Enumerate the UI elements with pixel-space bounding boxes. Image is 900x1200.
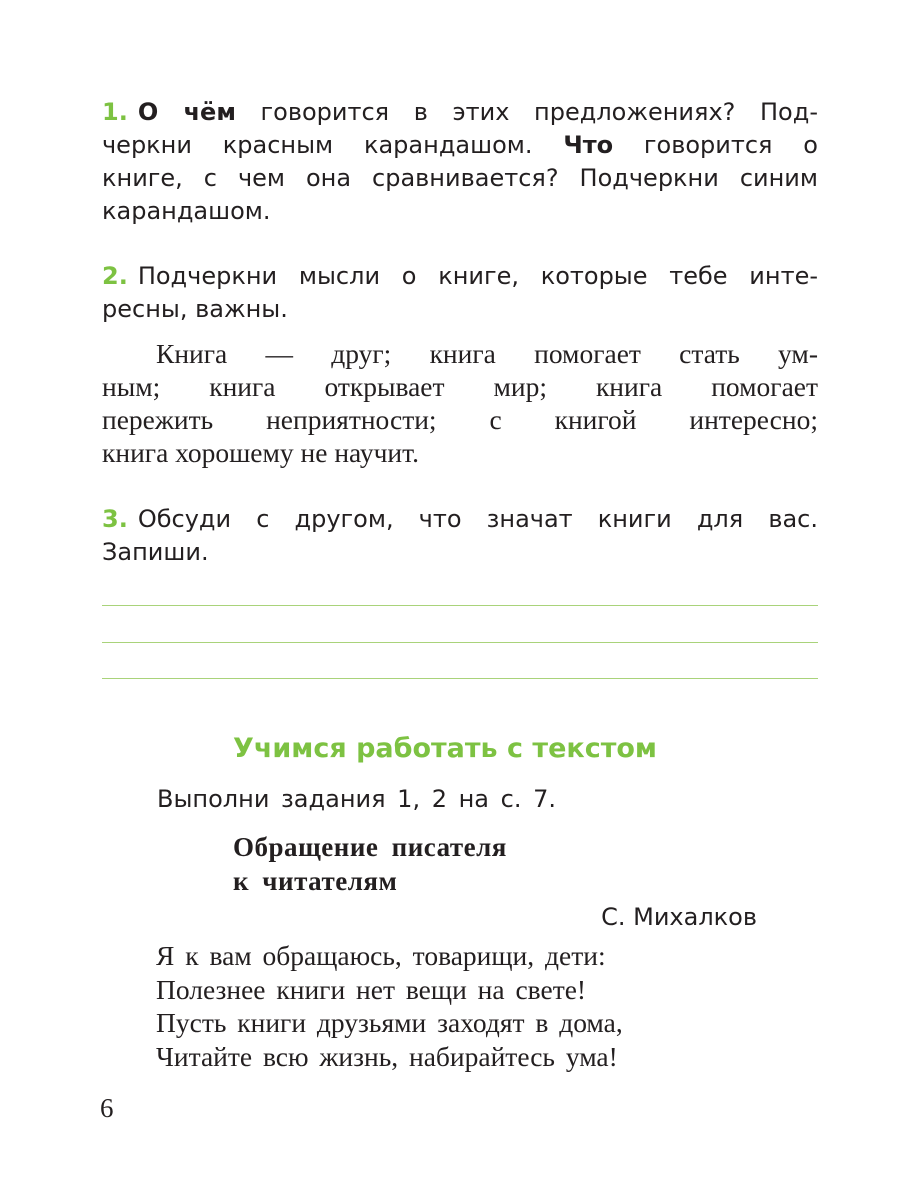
poem-author: С. Михалков — [601, 903, 757, 931]
poem-line: Полезнее книги нет вещи на свете! — [156, 973, 587, 1005]
quote-line-2: ным; книга открывает мир; книга помогает — [102, 371, 818, 402]
task-3 — [102, 503, 818, 569]
task-3-number: 3. — [102, 505, 128, 533]
poem-line: Читайте всю жизнь, набирайтесь ума! — [156, 1040, 618, 1072]
poem-line: Я к вам обращаюсь, товарищи, дети: — [156, 940, 606, 971]
task-3-line-2: Запиши. — [102, 538, 209, 566]
poem-title — [233, 830, 507, 898]
section-instruction: Выполни задания 1, 2 на с. 7. — [157, 785, 556, 813]
poem-line: Пусть книги друзьями заходят в дома, — [156, 1007, 623, 1038]
task-1-line-2-rest: говорится о — [613, 131, 818, 159]
task-1-line-2 — [102, 129, 818, 162]
task-3-line-1-text: Обсуди с другом, что значат книги для вас. — [137, 505, 818, 533]
task-1-line-4: карандашом. — [102, 197, 271, 225]
poem-body — [156, 939, 623, 1073]
task-1-line-2-start: черкни красным карандашом. — [102, 131, 564, 159]
task-2-line-1 — [102, 260, 818, 293]
task-2-number: 2. — [102, 262, 128, 290]
writing-line-1[interactable] — [102, 605, 818, 606]
poem-title-line-1: Обращение писателя — [233, 832, 507, 862]
task-1-line-1-text: говорится в этих предложениях? Под- — [235, 98, 818, 126]
quote-line-3: пережить неприятности; с книгой интересно; — [102, 404, 818, 435]
section-title: Учимся работать с текстом — [233, 733, 657, 764]
writing-line-3[interactable] — [102, 678, 818, 679]
page-number: 6 — [100, 1093, 114, 1123]
task-1-line-3: книге, с чем она сравнивается? Подчеркни синим — [102, 164, 818, 192]
writing-line-2[interactable] — [102, 642, 818, 643]
quote-line-1: Книга — друг; книга помогает стать ум- — [156, 338, 818, 369]
task-2-line-2: ресны, важны. — [102, 295, 288, 323]
task-2 — [102, 260, 818, 326]
task-1-number: 1. — [102, 98, 128, 126]
poem-title-line-2: к читателям — [233, 866, 398, 896]
quote-block — [102, 337, 818, 469]
task-1-bold-phrase: О чём — [137, 98, 236, 126]
task-2-line-1-text: Подчеркни мысли о книге, которые тебе инте- — [137, 262, 818, 290]
task-1-bold-word: Что — [563, 131, 614, 159]
quote-line-4: книга хорошему не научит. — [102, 437, 419, 468]
task-1-line-1 — [102, 96, 818, 129]
task-3-line-1 — [102, 503, 818, 536]
task-1 — [102, 96, 818, 228]
